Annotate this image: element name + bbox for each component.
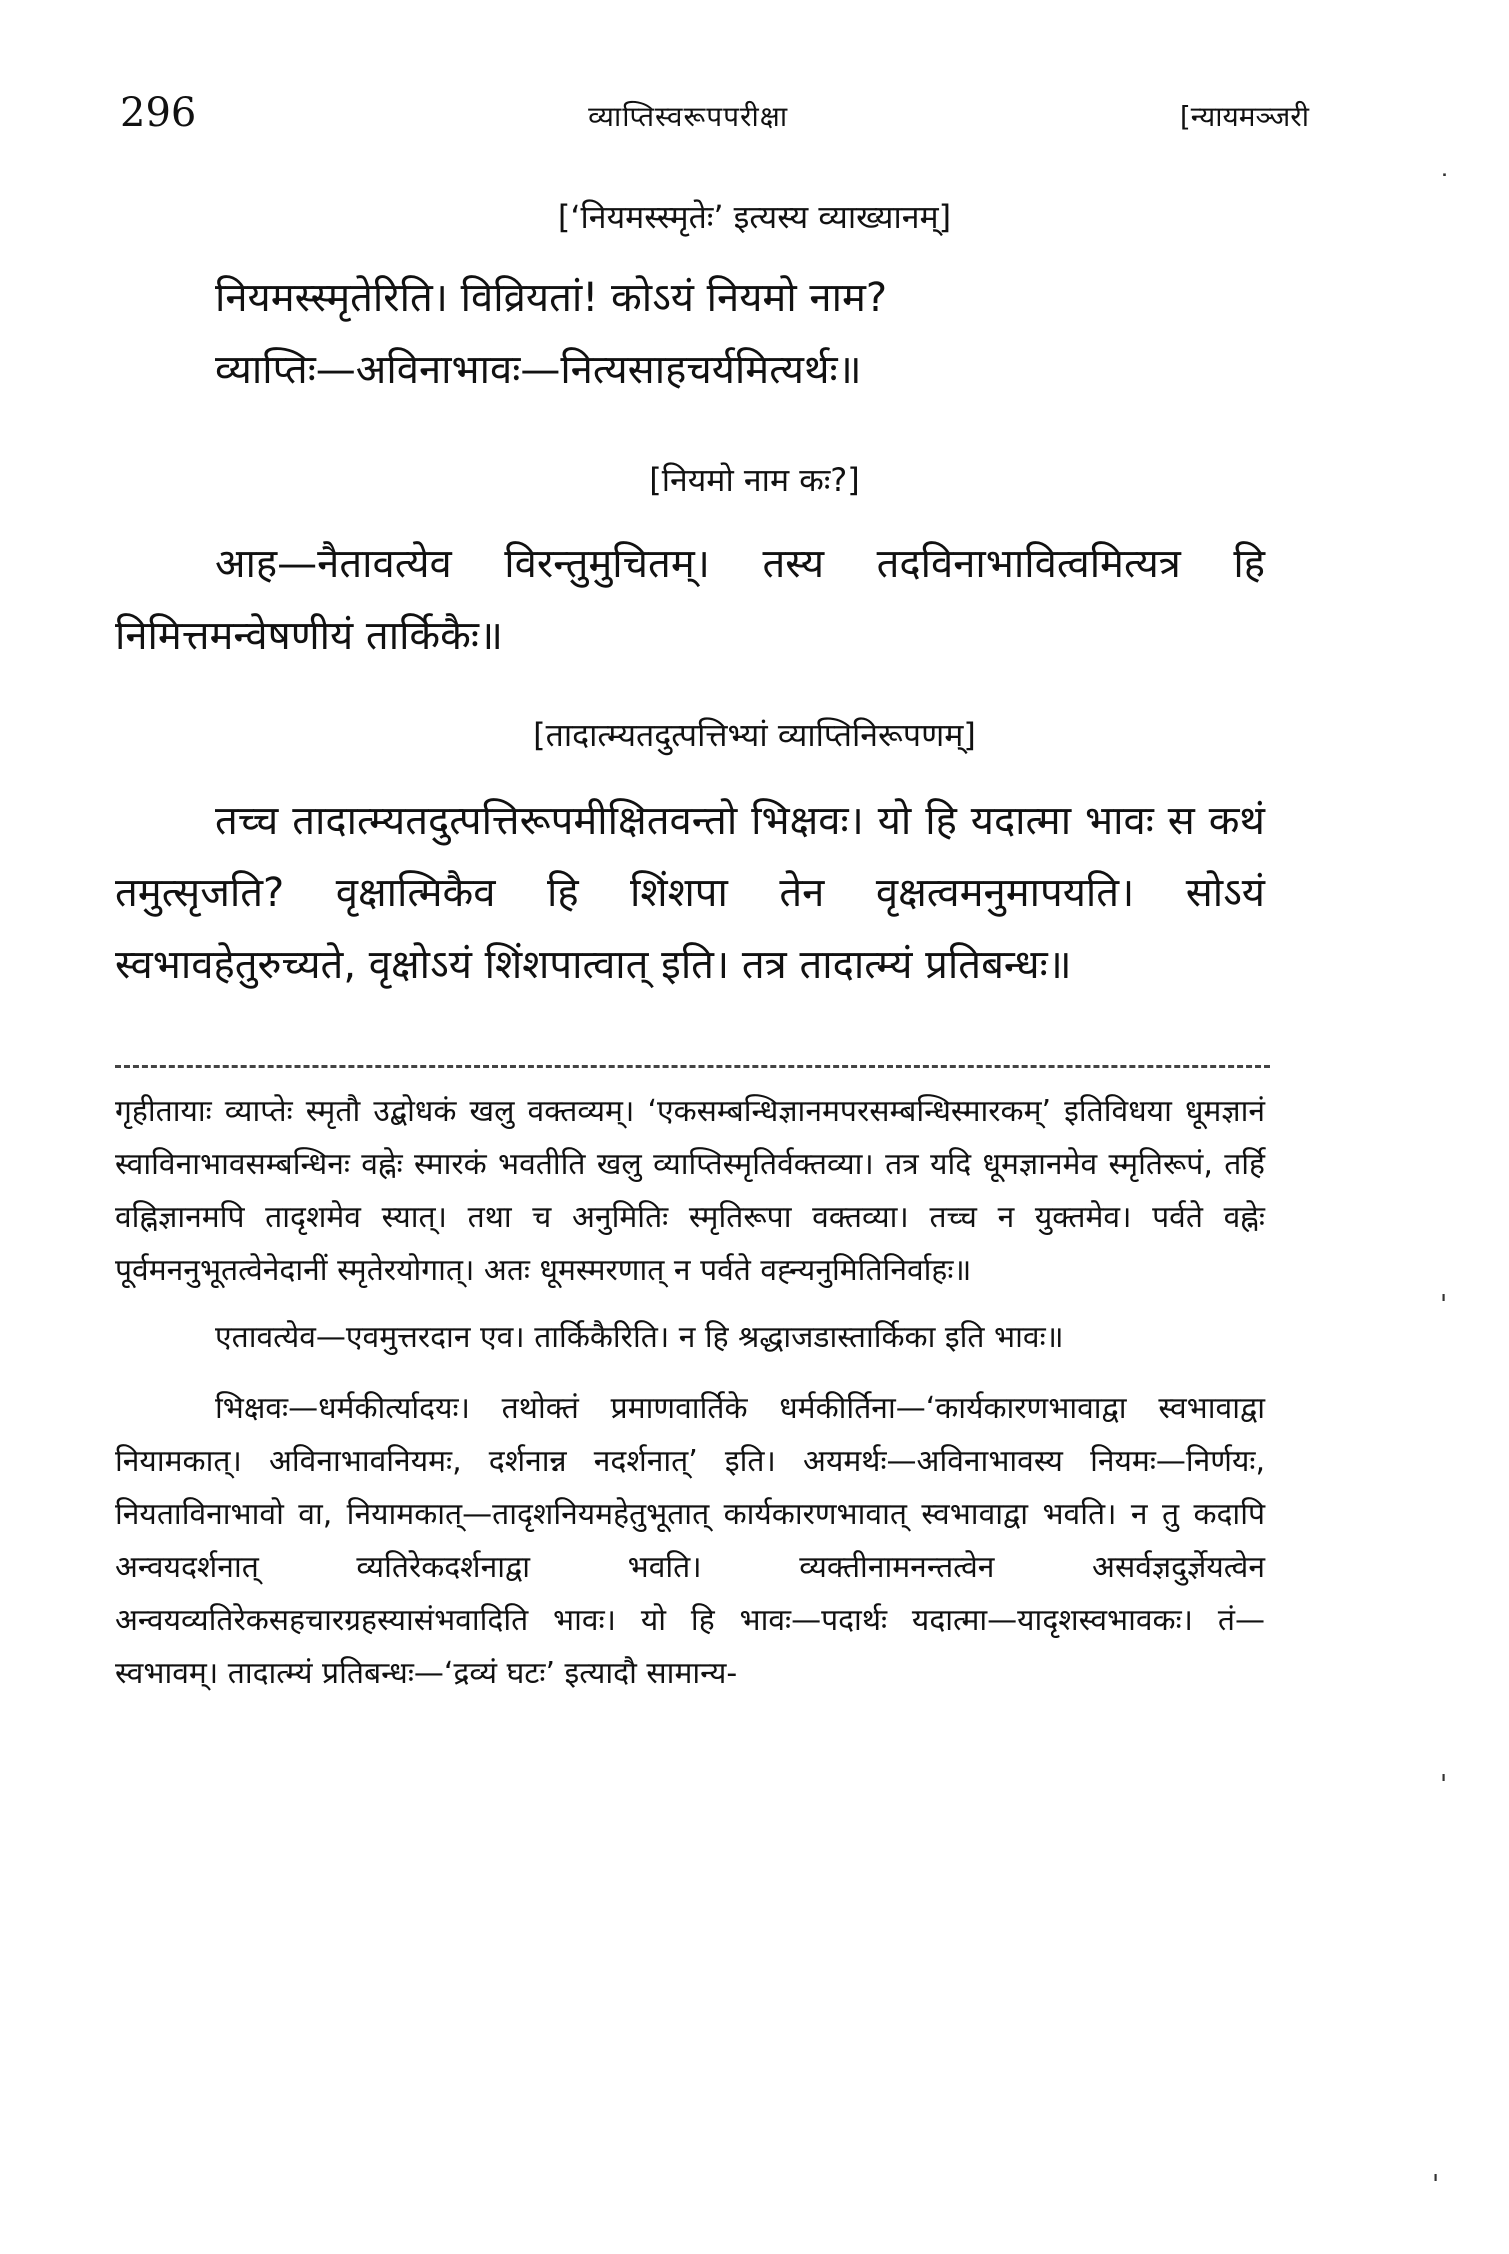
margin-mark: ˙ xyxy=(1438,170,1451,200)
section-3-text: तच्च तादात्म्यतदुत्पत्तिरूपमीक्षितवन्तो भिक्षवः। यो हि यदात्मा भावः स कथं तमुत्सृजति? वृक्षात्मिकैव हि शिंशपा तेन वृक्षत्वमनुमापयति। सोऽयं स्वभावहेतुरुच्यते, वृक्षोऽयं शिंशपात्वात् इति। तत्र तादात्म्यं प्रतिबन्धः॥ xyxy=(115,798,1265,988)
footnote-divider xyxy=(115,1065,1270,1068)
section-1-line-2: व्याप्तिः—अविनाभावः—नित्यसाहचर्यमित्यर्थः॥ xyxy=(215,347,862,393)
commentary xyxy=(115,1085,1265,1700)
running-title: व्याप्तिस्वरूपपरीक्षा xyxy=(588,100,789,133)
margin-mark: ' xyxy=(1432,2170,1440,2200)
commentary-para-2: एतावत्येव—एवमुत्तरदान एव। तार्किकैरिति। न हि श्रद्धाजडास्तार्किका इति भावः॥ xyxy=(215,1320,1064,1355)
commentary-para-3: भिक्षवः—धर्मकीर्त्यादयः। तथोक्तं प्रमाणवार्तिके धर्मकीर्तिना—‘कार्यकारणभावाद्वा स्वभावाद्वा नियामकात्। अविनाभावनियमः, दर्शनान्न नदर्शनात्’ इति। अयमर्थः—अविनाभावस्य नियमः—निर्णयः, नियताविनाभावो वा, नियामकात्—तादृशनियमहेतुभूतात् कार्यकारणभावात् स्वभावाद्वा भवति। न तु कदापि अन्वयदर्शनात् व्यतिरेकदर्शनाद्वा भवति। व्यक्तीनामनन्तत्वेन असर्वज्ञदुर्ज्ञेयत्वेन अन्वयव्यतिरेकसहचारग्रहस्यासंभवादिति भावः। यो हि भावः—पदार्थः यदात्मा—यादृशस्वभावकः। तं—स्वभावम्। तादात्म्यं प्रतिबन्धः—‘द्रव्यं घटः’ इत्यादौ सामान्य- xyxy=(115,1391,1265,1691)
commentary-para-1: गृहीतायाः व्याप्तेः स्मृतौ उद्बोधकं खलु वक्तव्यम्। ‘एकसम्बन्धिज्ञानमपरसम्बन्धिस्मारकम्’ इतिविधया धूमज्ञानं स्वाविनाभावसम्बन्धिनः वह्नेः स्मारकं भवतीति खलु व्याप्तिस्मृतिर्वक्तव्या। तत्र यदि धूमज्ञानमेव स्मृतिरूपं, तर्हि वह्निज्ञानमपि तादृशमेव स्यात्। तथा च अनुमितिः स्मृतिरूपा वक्तव्या। तच्च न युक्तमेव। पर्वते वह्नेः पूर्वमननुभूतत्वेनेदानीं स्मृतेरयोगात्। अतः धूमस्मरणात् न पर्वते वह्न्यनुमितिनिर्वाहः॥ xyxy=(115,1094,1265,1288)
section-heading-2: [नियमो नाम कः?] xyxy=(649,461,860,499)
section-heading-3: [तादात्म्यतदुत्पत्तिभ्यां व्याप्तिनिरूपणम्] xyxy=(533,716,976,754)
page-number: 296 xyxy=(120,90,197,136)
section-2-text: आह—नैतावत्येव विरन्तुमुचितम्। तस्य तदविनाभावित्वमित्यत्र हि निमित्तमन्वेषणीयं तार्किकैः॥ xyxy=(115,541,1265,659)
margin-mark: ' xyxy=(1440,1770,1448,1800)
section-1-line-1: नियमस्स्मृतेरिति। विव्रियतां! कोऽयं नियमो नाम? xyxy=(215,275,888,321)
page-header xyxy=(120,90,1309,150)
section-1-text xyxy=(115,262,1265,406)
book-title: [न्यायमञ्जरी xyxy=(1179,100,1309,133)
section-heading-1: [‘नियमस्स्मृतेः’ इत्यस्य व्याख्यानम्] xyxy=(557,198,952,236)
margin-mark: ' xyxy=(1440,1290,1448,1320)
